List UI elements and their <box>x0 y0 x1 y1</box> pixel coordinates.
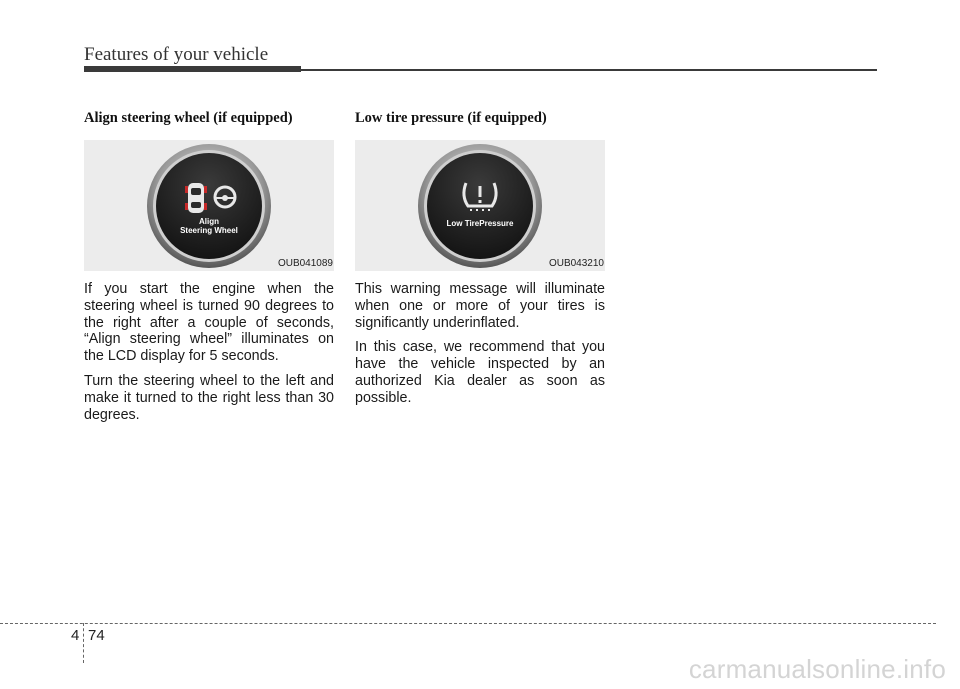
footer-page-number: 74 <box>88 627 105 644</box>
figure-code: OUB041089 <box>277 258 333 269</box>
gauge-label-line1: Align <box>199 217 219 226</box>
header-rule-thick <box>84 66 301 72</box>
align-steering-body <box>84 281 334 431</box>
paragraph: Turn the steering wheel to the left and make it turned to the right less than 30 degrees. <box>84 372 334 423</box>
figure-align-steering <box>84 140 334 271</box>
header-rule-thin <box>301 69 877 71</box>
align-steering-gauge-icon <box>84 140 334 271</box>
low-tire-body <box>355 281 605 415</box>
footer-chapter-number: 4 <box>71 627 80 644</box>
gauge-label-line2: Steering Wheel <box>180 226 238 235</box>
tire-pressure-gauge-icon <box>355 140 605 271</box>
watermark-text: carmanualsonline.info <box>688 654 946 684</box>
figure-low-tire-pressure <box>355 140 605 271</box>
page-header-title: Features of your vehicle <box>84 44 269 65</box>
section-heading-align-steering: Align steering wheel (if equipped) <box>84 110 293 126</box>
paragraph: In this case, we recommend that you have the vehicle inspected by an authorized Kia dealer as soon as possible. <box>355 339 605 406</box>
figure-code: OUB043210 <box>548 258 604 269</box>
paragraph: If you start the engine when the steering wheel is turned 90 degrees to the right after a couple of seconds, “Align steering wheel” illuminates on the LCD display for 5 seconds. <box>84 281 334 365</box>
gauge-label: Low TirePressure <box>446 219 514 228</box>
paragraph: This warning message will illuminate when one or more of your tires is significantly underinflated. <box>355 281 605 331</box>
footer-dashed-rule <box>0 623 936 624</box>
section-heading-low-tire: Low tire pressure (if equipped) <box>355 110 547 126</box>
footer-dashed-divider <box>83 623 84 663</box>
